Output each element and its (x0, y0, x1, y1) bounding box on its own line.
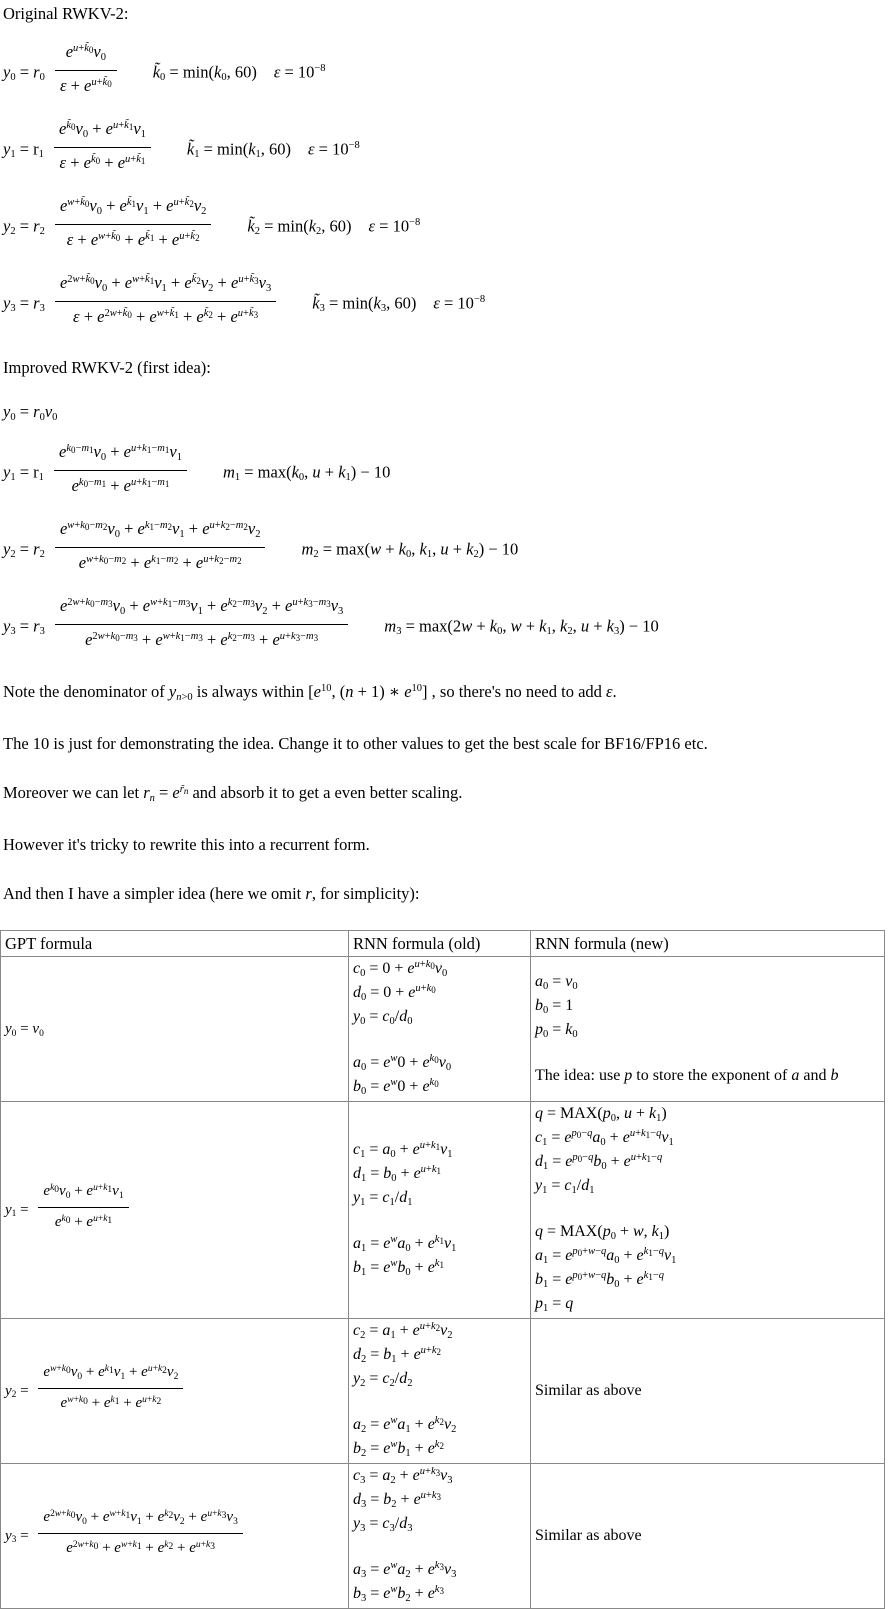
table-row-1 (1, 1102, 885, 1319)
formula-line: $b_3 = e^wb_2 + e^{k_3}$ (353, 1584, 444, 1604)
table-header-0: GPT formula (1, 931, 349, 957)
formula-line: $b_0 = e^w0 + e^{k_0}$ (353, 1077, 439, 1097)
rnn-old-cell-0 (349, 957, 531, 1102)
formula-line: $b_1 = e^wb_0 + e^{k_1}$ (353, 1258, 444, 1278)
note-tricky: However it's tricky to rewrite this into a recurrent form. (3, 835, 370, 854)
table-row-3 (1, 1464, 885, 1609)
note-absorb: Moreover we can let $r_n = e^{r̃_n}$ and absorb it to get a even better scaling. (3, 783, 463, 804)
formula-line: $a_0 = e^w0 + e^{k_0}v_0$ (353, 1053, 452, 1073)
notes-list (3, 679, 888, 906)
formula-line: $d_2 = b_1 + e^{u+k_2}$ (353, 1345, 442, 1365)
rnn-old-cell-3 (349, 1464, 531, 1609)
y1-improved: $y_1 = r_1$ $\frac{e^{k_0-m_1}v_0 + e^{u+k_1-m_1}v_1}{e^{k_0-m_1} + e^{u+k_1-m_1}}$ $m_1 = \max(k_0$, $u + k_1) - 10$ (3, 442, 888, 505)
improved-formula-list (3, 402, 888, 659)
formula-line: $c_1 = a_0 + e^{u+k_1}v_1$ (353, 1140, 453, 1160)
rnn-old-cell-1 (349, 1102, 531, 1319)
gpt-formula-cell-2: $y_2$ = $\frac{e^{w+k_0}v_0 + e^{k_1}v_1 + e^{u+k_2}v_2}{e^{w+k_0} + e^{k_1} + e^{u+k_2}}$ (1, 1319, 349, 1464)
note-denominator: Note the denominator of $y_{n>0}$ is always within [$e^{10}$, (n + 1) ∗ $e^{10}$] , so there's no need to add ε. (3, 682, 617, 703)
formula-line: $d_1 = b_0 + e^{u+k_1}$ (353, 1164, 442, 1184)
formula-line: $a_0 = v_0$ (535, 973, 578, 992)
formula-line: $c_3 = a_2 + e^{u+k_3}v_3$ (353, 1466, 453, 1486)
formula-line: $a_3 = e^wa_2 + e^{k_3}v_3$ (353, 1560, 457, 1580)
formula-line: $b_1 = e^{p_0+w-q}b_0 + e^{k_1-q}$ (535, 1270, 664, 1290)
comparison-table (0, 930, 885, 1609)
formula-line: $a_2 = e^wa_1 + e^{k_2}v_2$ (353, 1415, 457, 1435)
formula-line: $d_0 = 0 + e^{u+k_0}$ (353, 983, 436, 1003)
formula-line: $y_0 = c_0/d_0$ (353, 1008, 413, 1027)
table-row-2 (1, 1319, 885, 1464)
formula-line (535, 1199, 882, 1221)
table-row-0 (1, 957, 885, 1102)
gpt-formula-cell-0: $y_0 = v_0$ (1, 957, 349, 1102)
y0-original: $y_0 = r_0$ $\frac{e^{u+k̃_0}v_0}{\varepsilon + e^{u+k̃_0}}$ $k̃_0 = \min(k_0$, 60) $\varepsilon = 10^{-8}$ (3, 42, 888, 105)
formula-line: $c_2 = a_1 + e^{u+k_2}v_2$ (353, 1321, 453, 1341)
formula-line: $a_1 = e^wa_0 + e^{k_1}v_1$ (353, 1234, 457, 1254)
formula-line: The idea: use p to store the exponent of a and b (535, 1067, 839, 1084)
formula-line: $b_2 = e^wb_1 + e^{k_2}$ (353, 1439, 444, 1459)
formula-line: $y_1 = c_1/d_1$ (535, 1177, 595, 1196)
note-simpler-idea: And then I have a simpler idea (here we omit r, for simplicity): (3, 884, 420, 903)
formula-line: $y_1 = c_1/d_1$ (353, 1189, 413, 1208)
formula-line: $q = MAX(p_0$, $u + k_1$) (535, 1105, 667, 1124)
formula-line: $d_3 = b_2 + e^{u+k_3}$ (353, 1490, 442, 1510)
y2-improved: $y_2 = r_2$ $\frac{e^{w+k_0-m_2}v_0 + e^{k_1-m_2}v_1 + e^{u+k_2-m_2}v_2}{e^{w+k_0-m_2} + e^{k_1-m_2} + e^{u+k_2-m_2}}$ $m_2 = \max(w + k_0$, $k_1$, $u + k_2) - 10$ (3, 519, 888, 582)
y3-improved: $y_3 = r_3$ $\frac{e^{2w+k_0-m_3}v_0 + e^{w+k_1-m_3}v_1 + e^{k_2-m_3}v_2 + e^{u+k_3-m_3}v_3}{e^{2w+k_0-m_3} + e^{w+k_1-m_3} + e^{k_2-m_3} + e^{u+k_3-m_3}}$ $m_3 = \max(2w + k_0$, $w + k_1$, $k_2$, $u + k_3) - 10$ (3, 596, 888, 659)
formula-line (535, 1043, 882, 1065)
rnn-new-cell-1 (531, 1102, 885, 1319)
section-heading-original: Original RWKV-2: (3, 4, 129, 23)
formula-line: $q = MAX(p_0 + w$, $k_1$) (535, 1223, 670, 1242)
formula-line (353, 1392, 528, 1414)
formula-line: $b_0 = 1$ (535, 997, 574, 1016)
y3-original: $y_3 = r_3$ $\frac{e^{2w+k̃_0}v_0 + e^{w+k̃_1}v_1 + e^{k̃_2}v_2 + e^{u+k̃_3}v_3}{\varepsilon + e^{2w+k̃_0} + e^{w+k̃_1} + e^{k̃_2} + e^{u+k̃_3}}$ $k̃_3 = \min(k_3$, 60) $\varepsilon = 10^{-8}$ (3, 273, 888, 336)
rnn-new-cell-3 (531, 1464, 885, 1609)
y2-original: $y_2 = r_2$ $\frac{e^{w+k̃_0}v_0 + e^{k̃_1}v_1 + e^{u+k̃_2}v_2}{\varepsilon + e^{w+k̃_0} + e^{k̃_1} + e^{u+k̃_2}}$ $k̃_2 = \min(k_2$, 60) $\varepsilon = 10^{-8}$ (3, 196, 888, 259)
formula-line: $p_1 = q$ (535, 1295, 574, 1314)
formula-line: Similar as above (535, 1382, 642, 1399)
gpt-formula-cell-1: $y_1$ = $\frac{e^{k_0}v_0 + e^{u+k_1}v_1}{e^{k_0} + e^{u+k_1}}$ (1, 1102, 349, 1319)
y0-improved: $y_0 = r_0v_0$ (3, 402, 58, 423)
formula-line (353, 1211, 528, 1233)
original-formula-list (3, 42, 888, 336)
formula-line (353, 1537, 528, 1559)
rnn-old-cell-2 (349, 1319, 531, 1464)
rnn-new-cell-2 (531, 1319, 885, 1464)
gpt-formula-cell-3: $y_3$ = $\frac{e^{2w+k_0}v_0 + e^{w+k_1}v_1 + e^{k_2}v_2 + e^{u+k_3}v_3}{e^{2w+k_0} + e^{w+k_1} + e^{k_2} + e^{u+k_3}}$ (1, 1464, 349, 1609)
formula-line: Similar as above (535, 1527, 642, 1544)
formula-line: $y_3 = c_3/d_3$ (353, 1515, 413, 1534)
section-heading-improved: Improved RWKV-2 (first idea): (3, 358, 211, 377)
table-header-row (1, 931, 885, 957)
formula-line: $d_1 = e^{p_0-q}b_0 + e^{u+k_1-q}$ (535, 1152, 663, 1172)
formula-line: $y_2 = c_2/d_2$ (353, 1370, 413, 1389)
formula-line: $c_0 = 0 + e^{u+k_0}v_0$ (353, 959, 448, 979)
note-ten: The 10 is just for demonstrating the idea. Change it to other values to get the best scale for BF16/FP16 etc. (3, 734, 708, 753)
formula-line: $a_1 = e^{p_0+w-q}a_0 + e^{k_1-q}v_1$ (535, 1246, 677, 1266)
formula-line (353, 1030, 528, 1052)
rnn-new-cell-0 (531, 957, 885, 1102)
table-header-1: RNN formula (old) (349, 931, 531, 957)
formula-line: $p_0 = k_0$ (535, 1021, 578, 1040)
y1-original: $y_1 = r_1$ $\frac{e^{k̃_0}v_0 + e^{u+k̃_1}v_1}{\varepsilon + e^{k̃_0} + e^{u+k̃_1}}$ $k̃_1 = \min(k_1$, 60) $\varepsilon = 10^{-8}$ (3, 119, 888, 182)
table-header-2: RNN formula (new) (531, 931, 885, 957)
formula-line: $c_1 = e^{p_0-q}a_0 + e^{u+k_1-q}v_1$ (535, 1128, 674, 1148)
